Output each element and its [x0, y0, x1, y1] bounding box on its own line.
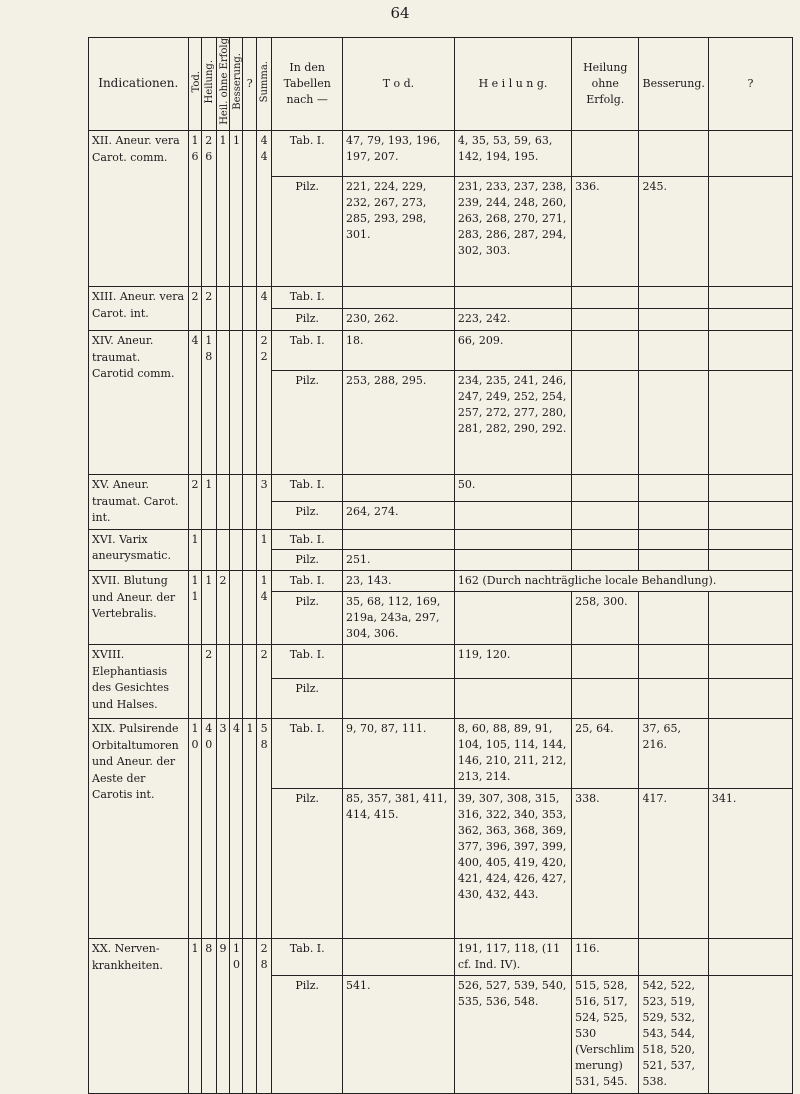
statistics-table	[88, 37, 793, 1094]
heilung-cell: 8, 60, 88, 89, 91, 104, 105, 114, 144, 146, 210, 211, 212, 213, 214.	[454, 719, 571, 789]
count-cell: 8	[202, 939, 217, 1094]
besserung-cell	[639, 645, 708, 679]
header-question-list: ?	[708, 38, 792, 131]
count-cell: 1	[256, 529, 272, 571]
count-cell: 9	[216, 939, 229, 1094]
heilung-ohne-cell: 258, 300.	[572, 592, 639, 645]
heilung-ohne-cell	[572, 550, 639, 571]
question-cell	[708, 719, 792, 789]
heilung-ohne-cell	[572, 679, 639, 719]
tod-cell	[342, 529, 454, 550]
question-cell	[708, 550, 792, 571]
question-cell	[708, 502, 792, 529]
question-cell	[708, 475, 792, 502]
question-cell	[708, 529, 792, 550]
count-cell	[216, 287, 229, 331]
count-cell	[243, 131, 256, 287]
count-cell: 1	[202, 571, 217, 645]
header-indications: Indicationen.	[89, 38, 189, 131]
header-unknown: ?	[243, 38, 256, 131]
count-cell: 2	[216, 571, 229, 645]
heilung-ohne-cell	[572, 502, 639, 529]
count-cell: 1	[188, 939, 201, 1094]
heilung-cell	[454, 502, 571, 529]
heilung-ohne-cell: 336.	[572, 177, 639, 287]
besserung-cell	[639, 475, 708, 502]
count-cell: 2	[256, 645, 272, 719]
table-row	[89, 529, 793, 550]
heilung-cell: 4, 35, 53, 59, 63, 142, 194, 195.	[454, 131, 571, 177]
count-cell: 58	[256, 719, 272, 939]
count-cell	[229, 287, 242, 331]
count-cell	[216, 645, 229, 719]
heilung-cell: 39, 307, 308, 315, 316, 322, 340, 353, 362, 363, 368, 369, 377, 396, 397, 399, 400, 405, 419, 420, 421, 424, 426, 427, 430, 432, 443.	[454, 789, 571, 939]
besserung-cell	[639, 592, 708, 645]
heilung-cell: 191, 117, 118, (11 cf. Ind. IV).	[454, 939, 571, 976]
heilung-cell	[454, 287, 571, 309]
tabellen-cell: Pilz.	[272, 789, 343, 939]
tabellen-cell: Tab. I.	[272, 287, 343, 309]
count-cell	[202, 529, 217, 571]
count-cell	[229, 475, 242, 530]
count-cell: 11	[188, 571, 201, 645]
header-heilung-ohne-list: Heilung ohne Erfolg.	[572, 38, 639, 131]
tabellen-cell: Tab. I.	[272, 131, 343, 177]
count-cell: 28	[256, 939, 272, 1094]
tod-cell: 23, 143.	[342, 571, 454, 592]
tod-cell: 251.	[342, 550, 454, 571]
indication-title: XVI. Varix aneurysmatic.	[89, 529, 189, 571]
tabellen-cell: Tab. I.	[272, 331, 343, 371]
besserung-cell: 37, 65, 216.	[639, 719, 708, 789]
indication-title: XV. Aneur. traumat. Carot. int.	[89, 475, 189, 530]
heilung-ohne-cell: 515, 528, 516, 517, 524, 525, 530 (Verschlimmerung) 531, 545.	[572, 976, 639, 1094]
count-cell: 10	[229, 939, 242, 1094]
besserung-cell	[639, 502, 708, 529]
tabellen-cell: Tab. I.	[272, 939, 343, 976]
heilung-cell: 50.	[454, 475, 571, 502]
tod-cell	[342, 939, 454, 976]
count-cell: 40	[202, 719, 217, 939]
count-cell: 18	[202, 331, 217, 475]
table-row	[89, 939, 793, 976]
tod-cell: 221, 224, 229, 232, 267, 273, 285, 293, 298, 301.	[342, 177, 454, 287]
tabellen-cell: Tab. I.	[272, 719, 343, 789]
header-besserung: Besserung.	[229, 38, 242, 131]
count-cell	[243, 939, 256, 1094]
tabellen-cell: Pilz.	[272, 371, 343, 475]
count-cell: 44	[256, 131, 272, 287]
count-cell: 2	[188, 475, 201, 530]
count-cell: 1	[216, 131, 229, 287]
heilung-ohne-cell	[572, 331, 639, 371]
table-row	[89, 287, 793, 309]
count-cell: 1	[202, 475, 217, 530]
table-row	[89, 131, 793, 177]
besserung-cell	[639, 331, 708, 371]
page-number: 64	[390, 4, 410, 22]
header-heil-ohne-erfolg: Heil. ohne Erfolg	[216, 38, 229, 131]
table-row	[89, 331, 793, 371]
table-row	[89, 571, 793, 592]
tod-cell: 541.	[342, 976, 454, 1094]
indication-title: XX. Nerven-krankheiten.	[89, 939, 189, 1094]
count-cell	[216, 331, 229, 475]
indication-title: XVIII. Elephantiasis des Gesichtes und Halses.	[89, 645, 189, 719]
heilung-cell: 66, 209.	[454, 331, 571, 371]
count-cell: 22	[256, 331, 272, 475]
heilung-cell: 231, 233, 237, 238, 239, 244, 248, 260, 263, 268, 270, 271, 283, 286, 287, 294, 302, 303.	[454, 177, 571, 287]
tabellen-cell: Tab. I.	[272, 529, 343, 550]
heilung-ohne-cell: 338.	[572, 789, 639, 939]
tod-cell: 253, 288, 295.	[342, 371, 454, 475]
table-row	[89, 645, 793, 679]
tabellen-cell: Tab. I.	[272, 645, 343, 679]
question-cell	[708, 331, 792, 371]
indication-title: XIII. Aneur. vera Carot. int.	[89, 287, 189, 331]
heilung-ohne-cell	[572, 645, 639, 679]
besserung-cell	[639, 550, 708, 571]
count-cell	[243, 645, 256, 719]
tod-cell	[342, 287, 454, 309]
count-cell	[229, 529, 242, 571]
header-tod: Tod.	[188, 38, 201, 131]
tabellen-cell: Pilz.	[272, 679, 343, 719]
header-besserung-list: Besserung.	[639, 38, 708, 131]
count-cell: 2	[188, 287, 201, 331]
heilung-cell: 119, 120.	[454, 645, 571, 679]
count-cell	[243, 571, 256, 645]
count-cell: 26	[202, 131, 217, 287]
count-cell: 1	[243, 719, 256, 939]
count-cell: 3	[216, 719, 229, 939]
besserung-cell	[639, 309, 708, 331]
heilung-ohne-cell	[572, 309, 639, 331]
count-cell: 4	[229, 719, 242, 939]
table-row	[89, 719, 793, 789]
heilung-cell	[454, 679, 571, 719]
header-row	[89, 38, 793, 131]
count-cell	[243, 287, 256, 331]
heilung-cell	[454, 550, 571, 571]
heilung-cell: 526, 527, 539, 540, 535, 536, 548.	[454, 976, 571, 1094]
indication-title: XIX. Pulsirende Orbitaltumoren und Aneur. der Aeste der Carotis int.	[89, 719, 189, 939]
header-tod-list: T o d.	[342, 38, 454, 131]
count-cell: 4	[256, 287, 272, 331]
count-cell	[229, 571, 242, 645]
question-cell	[708, 177, 792, 287]
question-cell	[708, 645, 792, 679]
question-cell	[708, 309, 792, 331]
count-cell: 2	[202, 287, 217, 331]
count-cell	[243, 331, 256, 475]
besserung-cell	[639, 679, 708, 719]
tod-cell: 18.	[342, 331, 454, 371]
question-cell	[708, 679, 792, 719]
header-heilung: Heilung.	[202, 38, 217, 131]
heilung-ohne-cell: 25, 64.	[572, 719, 639, 789]
heilung-cell: 223, 242.	[454, 309, 571, 331]
heilung-ohne-cell	[572, 475, 639, 502]
count-cell: 16	[188, 131, 201, 287]
count-cell: 10	[188, 719, 201, 939]
tod-cell: 35, 68, 112, 169, 219a, 243a, 297, 304, 306.	[342, 592, 454, 645]
tabellen-cell: Pilz.	[272, 309, 343, 331]
tod-cell: 47, 79, 193, 196, 197, 207.	[342, 131, 454, 177]
tabellen-cell: Pilz.	[272, 976, 343, 1094]
header-tabellen: In den Tabellen nach —	[272, 38, 343, 131]
besserung-cell: 542, 522, 523, 519, 529, 532, 543, 544, 518, 520, 521, 537, 538.	[639, 976, 708, 1094]
count-cell: 14	[256, 571, 272, 645]
count-cell	[229, 331, 242, 475]
count-cell: 2	[202, 645, 217, 719]
question-cell	[708, 939, 792, 976]
heilung-cell	[454, 592, 571, 645]
question-cell	[708, 287, 792, 309]
tabellen-cell: Pilz.	[272, 550, 343, 571]
header-heilung-list: H e i l u n g.	[454, 38, 571, 131]
tod-cell	[342, 679, 454, 719]
heilung-ohne-cell	[572, 287, 639, 309]
tabellen-cell: Tab. I.	[272, 571, 343, 592]
count-cell	[243, 475, 256, 530]
besserung-cell	[639, 371, 708, 475]
indication-title: XII. Aneur. vera Carot. comm.	[89, 131, 189, 287]
question-cell	[708, 592, 792, 645]
tabellen-cell: Tab. I.	[272, 475, 343, 502]
count-cell: 1	[188, 529, 201, 571]
tod-cell: 85, 357, 381, 411, 414, 415.	[342, 789, 454, 939]
heilung-ohne-cell	[572, 131, 639, 177]
count-cell: 1	[229, 131, 242, 287]
count-cell	[229, 645, 242, 719]
heilung-ohne-cell	[572, 529, 639, 550]
tabellen-cell: Pilz.	[272, 502, 343, 529]
tod-cell	[342, 645, 454, 679]
indication-title: XVII. Blutung und Aneur. der Vertebralis.	[89, 571, 189, 645]
question-cell: 341.	[708, 789, 792, 939]
tabellen-cell: Pilz.	[272, 177, 343, 287]
besserung-cell: 245.	[639, 177, 708, 287]
heilung-cell: 234, 235, 241, 246, 247, 249, 252, 254, 257, 272, 277, 280, 281, 282, 290, 292.	[454, 371, 571, 475]
question-cell	[708, 371, 792, 475]
tod-cell	[342, 475, 454, 502]
besserung-cell: 417.	[639, 789, 708, 939]
heilung-cell	[454, 529, 571, 550]
indication-title: XIV. Aneur. traumat. Carotid comm.	[89, 331, 189, 475]
tod-cell: 9, 70, 87, 111.	[342, 719, 454, 789]
count-cell	[243, 529, 256, 571]
besserung-cell	[639, 131, 708, 177]
besserung-cell	[639, 939, 708, 976]
question-cell	[708, 976, 792, 1094]
heilung-ohne-cell: 116.	[572, 939, 639, 976]
table-row	[89, 475, 793, 502]
tod-cell: 230, 262.	[342, 309, 454, 331]
question-cell	[708, 131, 792, 177]
heilung-ohne-cell	[572, 371, 639, 475]
count-cell: 4	[188, 331, 201, 475]
count-cell	[216, 529, 229, 571]
tod-cell: 264, 274.	[342, 502, 454, 529]
span-note: 162 (Durch nachträgliche locale Behandlung).	[454, 571, 792, 592]
count-cell	[188, 645, 201, 719]
besserung-cell	[639, 287, 708, 309]
besserung-cell	[639, 529, 708, 550]
count-cell: 3	[256, 475, 272, 530]
header-summa: Summa.	[256, 38, 272, 131]
count-cell	[216, 475, 229, 530]
tabellen-cell: Pilz.	[272, 592, 343, 645]
